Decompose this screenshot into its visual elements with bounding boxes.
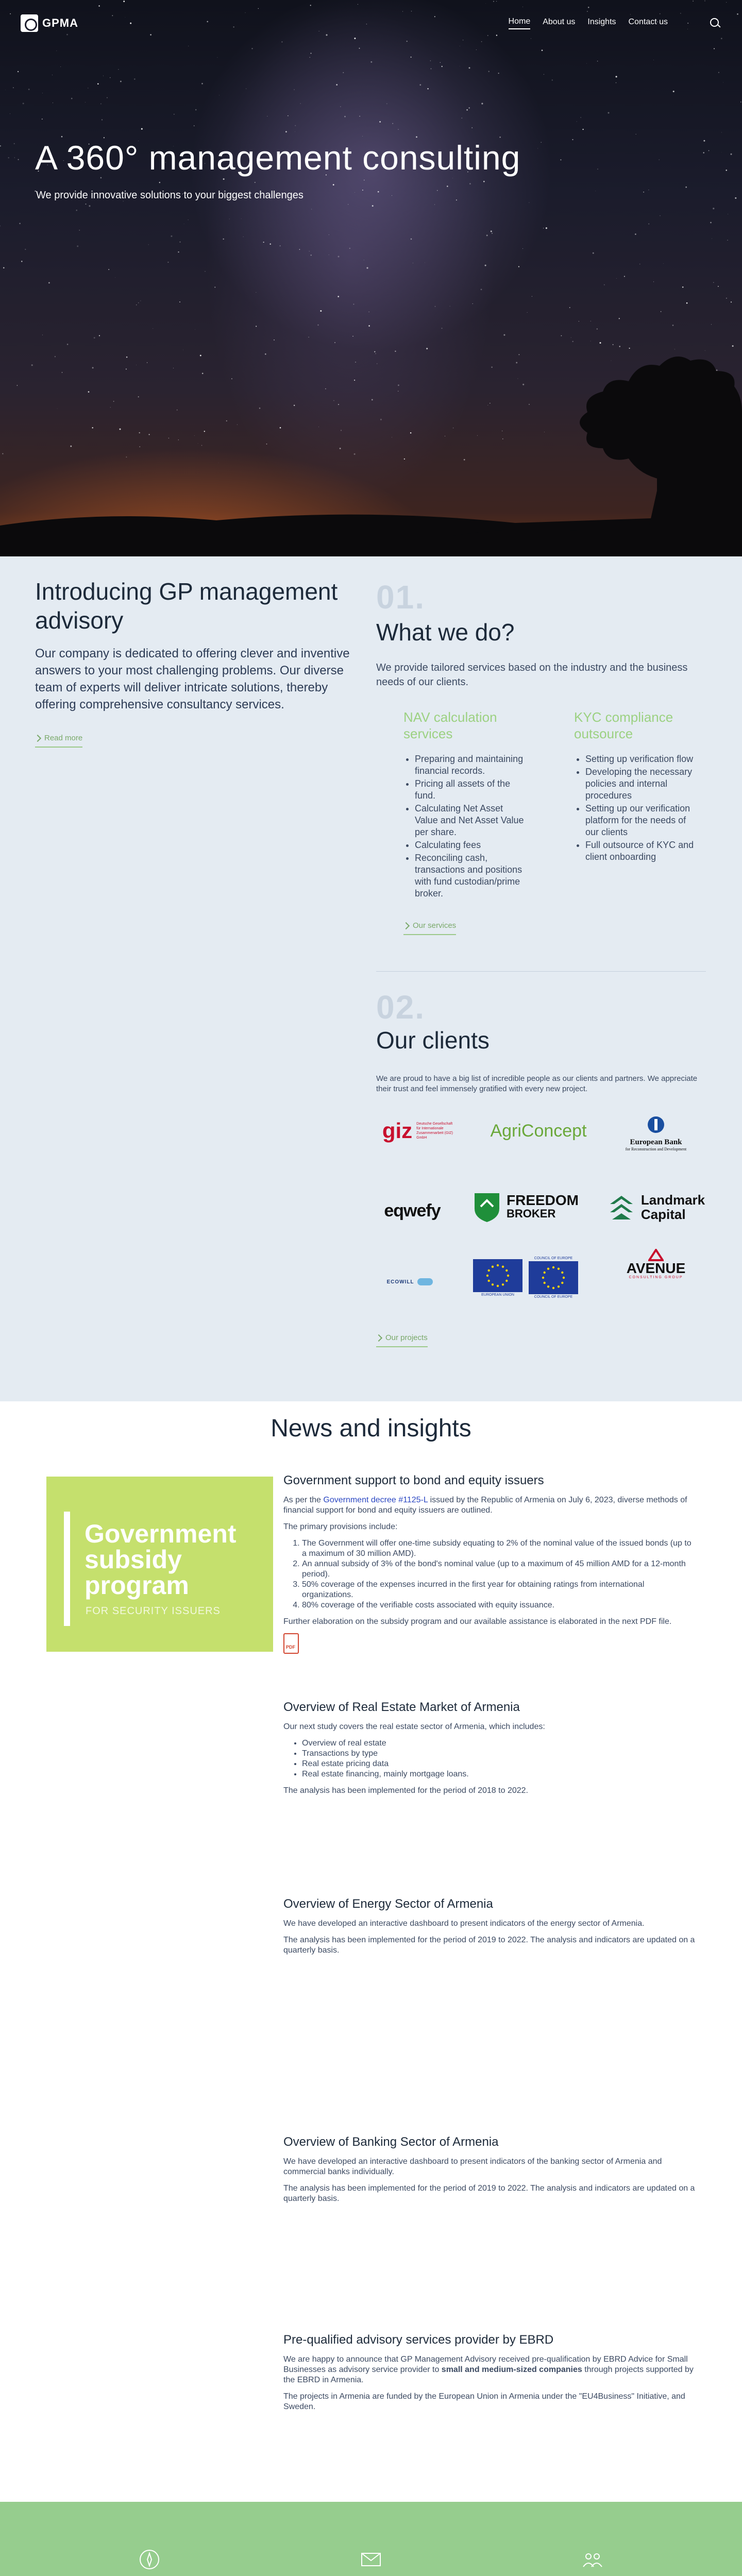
logo-icon: [21, 14, 38, 32]
read-more-link[interactable]: [35, 734, 82, 748]
article-title: Overview of Banking Sector of Armenia: [283, 2135, 499, 2149]
news-title: News and insights: [271, 1415, 471, 1442]
people-icon: [581, 2548, 604, 2571]
eqwefy-wordmark: eqwefy: [384, 1200, 441, 1221]
clients-title: Our clients: [376, 1027, 490, 1054]
coe-label: COUNCIL OF EUROPE: [534, 1295, 573, 1299]
nav-link-about[interactable]: About us: [543, 18, 576, 26]
intro-text: As per the: [283, 1496, 324, 1504]
ebrd-emblem-icon: [647, 1115, 665, 1134]
article-banking: [283, 2135, 696, 2210]
eu-label: EUROPEAN UNION: [481, 1293, 514, 1297]
avenue-wordmark: AVENUE: [626, 1260, 686, 1276]
image-subtitle: FOR SECURITY ISSUERS: [86, 1605, 221, 1617]
hero-section: [0, 0, 742, 556]
list-item: • Transactions by type: [302, 1749, 696, 1759]
list-item: • Developing the necessary policies and internal procedures: [585, 766, 698, 802]
office-column: [62, 2502, 237, 2576]
list-item: • Overview of real estate: [302, 1738, 696, 1749]
careers-column: [505, 2502, 680, 2576]
top-navigation: [0, 0, 742, 46]
list-item: • Preparing and maintaining financial records.: [415, 753, 527, 777]
arrow-right-icon: [375, 1334, 382, 1341]
agriconcept-wordmark: AgriConcept: [490, 1121, 587, 1141]
avenue-triangle-icon: [648, 1249, 664, 1261]
intro-title: Introducing GP management advisory: [35, 578, 338, 634]
ecowill-wordmark: ECOWILL: [386, 1279, 414, 1285]
clients-number: 02.: [376, 989, 425, 1026]
client-logo-avenue: [612, 1246, 700, 1282]
article-title: Pre-qualified advisory services provider by EBRD: [283, 2333, 554, 2347]
article-list: [283, 1738, 696, 1780]
landmark-chevron-icon: [607, 1193, 636, 1222]
article-real-estate: [283, 1700, 696, 1802]
client-logo-freedom-broker: [466, 1189, 585, 1225]
ebrd-wordmark: European Bank: [630, 1138, 682, 1146]
hero-title: A 360° management consulting: [35, 139, 521, 177]
article-paragraph: We have developed an interactive dashboard to present indicators of the energy sector of Armenia.: [283, 1919, 645, 1928]
nav-link-home[interactable]: Home: [509, 17, 531, 29]
article-paragraph: The analysis has been implemented for the period of 2019 to 2022. The analysis and indicators are updated on a quarterly basis.: [283, 2184, 695, 2203]
landmark-wordmark: Landmark: [640, 1192, 705, 1208]
pdf-file-icon[interactable]: [283, 1633, 299, 1654]
article-subsidy: [283, 1473, 696, 1654]
our-projects-label: Our projects: [385, 1333, 428, 1342]
article-intro: Our next study covers the real estate sector of Armenia, which includes:: [283, 1722, 545, 1731]
avenue-subtitle: CONSULTING GROUP: [629, 1275, 683, 1279]
clients-description: We are proud to have a big list of incredible people as our clients and partners. We appreciate their trust and feel immensely gratified with every new project.: [376, 1074, 698, 1093]
article-paragraph: We have developed an interactive dashboard to present indicators of the banking sector of Armenia and commercial banks individually.: [283, 2157, 662, 2176]
paragraph-text: We are happy to announce that GP Management Advisory received pre-qualification by EBRD Advice for Small Businesses as advisory service provider to: [283, 2355, 688, 2374]
list-item: 4. 80% coverage of the verifiable costs associated with equity issuance.: [302, 1600, 696, 1611]
article-paragraph: [283, 2354, 696, 2385]
arrow-right-icon: [34, 734, 41, 741]
list-item: • Full outsource of KYC and client onboarding: [585, 839, 698, 863]
freedom-shield-icon: [473, 1191, 501, 1223]
ecowill-leaf-icon: [417, 1278, 433, 1285]
coe-flag-icon: [529, 1261, 578, 1294]
logo-text: GPMA: [42, 16, 78, 29]
article-title: Overview of Energy Sector of Armenia: [283, 1897, 493, 1911]
nav-links: [509, 17, 668, 29]
freedom-subtitle: BROKER: [507, 1207, 556, 1220]
services-title: What we do?: [376, 619, 515, 646]
intro-text: Our company is dedicated to offering clever and inventive answers to your most challenging problems. Our diverse team of experts will deliver intricate solutions, thereby offering comprehensive consultancy services.: [35, 647, 350, 711]
giz-subtitle: Deutsche Gesellschaft für Internationale Zusammenarbeit (GIZ) GmbH: [416, 1122, 453, 1140]
compass-icon: [138, 2548, 161, 2571]
client-logo-landmark-capital: [602, 1189, 710, 1225]
client-logo-giz: [376, 1113, 464, 1149]
client-logo-eqwefy: [376, 1195, 448, 1226]
paragraph-bold: small and medium-sized companies: [441, 2365, 582, 2374]
kyc-column: [574, 709, 698, 864]
tree-silhouette: [453, 309, 742, 556]
freedom-wordmark: FREEDOM: [507, 1192, 579, 1208]
contact-band: [0, 2502, 742, 2576]
intro-text: issued by the Republic of Armenia on July 6, 2023, diverse methods of financial support for bond and equity issuers are outlined.: [283, 1496, 687, 1515]
list-item: • Real estate pricing data: [302, 1759, 696, 1769]
list-item: 3. 50% coverage of the expenses incurred in the first year for obtaining ratings from international organizations.: [302, 1580, 696, 1600]
client-logo-ecowill: [376, 1272, 443, 1292]
kyc-list: [574, 753, 698, 863]
client-logo-agriconcept: [487, 1113, 590, 1149]
list-item: 1. The Government will offer one-time subsidy equating to 2% of the nominal value of the issued bonds (up to a maximum of 30 million AMD).: [302, 1538, 696, 1559]
search-icon[interactable]: [709, 17, 721, 29]
article-paragraph: The analysis has been implemented for the period of 2019 to 2022. The analysis and indicators are updated on a quarterly basis.: [283, 1936, 695, 1955]
image-accent-bar: [64, 1512, 70, 1626]
paragraph-text: through projects supported by the EBRD in Armenia.: [283, 2365, 694, 2384]
envelope-icon: [360, 2548, 382, 2571]
image-title: Government subsidy program: [85, 1519, 237, 1600]
list-item: • Reconciling cash, transactions and positions with fund custodian/prime broker.: [415, 852, 527, 900]
client-logo-ebrd: [612, 1110, 700, 1157]
nav-calculation-title: NAV calculation services: [403, 709, 497, 741]
hero-subtitle: We provide innovative solutions to your biggest challenges: [36, 190, 303, 201]
article-outro: The analysis has been implemented for the period of 2018 to 2022.: [283, 1786, 528, 1795]
client-logo-eu-coe: [466, 1255, 585, 1301]
nav-calculation-list: [403, 753, 527, 900]
arrow-right-icon: [402, 922, 410, 929]
intro-section: [0, 556, 742, 1401]
list-item: • Calculating Net Asset Value and Net Asset Value per share.: [415, 803, 527, 838]
provisions-label: The primary provisions include:: [283, 1522, 398, 1531]
article-ebrd: [283, 2333, 696, 2418]
services-number: 01.: [376, 579, 425, 616]
drop-line-column: [283, 2502, 459, 2576]
list-item: • Calculating fees: [415, 839, 527, 851]
nav-calculation-column: [403, 709, 527, 901]
nav-link-insights[interactable]: Insights: [587, 18, 616, 26]
coe-top-label: COUNCIL OF EUROPE: [534, 1257, 573, 1260]
article-title: Government support to bond and equity issuers: [283, 1473, 544, 1487]
article-energy: [283, 1897, 696, 1962]
list-item: • Pricing all assets of the fund.: [415, 778, 527, 802]
eu-flag-icon: [473, 1259, 522, 1292]
subsidy-program-image[interactable]: [46, 1477, 273, 1652]
services-description: We provide tailored services based on the industry and the business needs of our clients.: [376, 662, 688, 688]
our-services-label: Our services: [413, 921, 457, 930]
article-intro: [283, 1495, 696, 1516]
ebrd-subtitle: for Reconstruction and Development: [625, 1147, 687, 1151]
brand-logo[interactable]: [21, 14, 78, 32]
article-outro: Further elaboration on the subsidy program and our available assistance is elaborated in the next PDF file.: [283, 1617, 672, 1626]
article-title: Overview of Real Estate Market of Armenia: [283, 1700, 520, 1714]
read-more-label: Read more: [44, 734, 83, 742]
giz-wordmark: giz: [382, 1118, 413, 1143]
list-item: • Real estate financing, mainly mortgage loans.: [302, 1769, 696, 1780]
provisions-list: [283, 1538, 696, 1611]
list-item: • Setting up our verification platform for the needs of our clients: [585, 803, 698, 838]
list-item: 2. An annual subsidy of 3% of the bond's nominal value (up to a maximum of 45 million AMD for a 12-month period).: [302, 1559, 696, 1580]
landmark-subtitle: Capital: [640, 1207, 686, 1222]
section-divider: [376, 971, 706, 972]
our-projects-link[interactable]: [376, 1333, 428, 1347]
kyc-title: KYC compliance outsource: [574, 709, 673, 741]
nav-link-contact[interactable]: Contact us: [628, 18, 668, 26]
list-item: • Setting up verification flow: [585, 753, 698, 765]
decree-link[interactable]: Government decree #1125-L: [323, 1496, 428, 1504]
article-paragraph: The projects in Armenia are funded by the European Union in Armenia under the "EU4Business" Initiative, and Sweden.: [283, 2392, 685, 2411]
intro-block: [35, 577, 365, 748]
our-services-link[interactable]: [403, 921, 456, 935]
